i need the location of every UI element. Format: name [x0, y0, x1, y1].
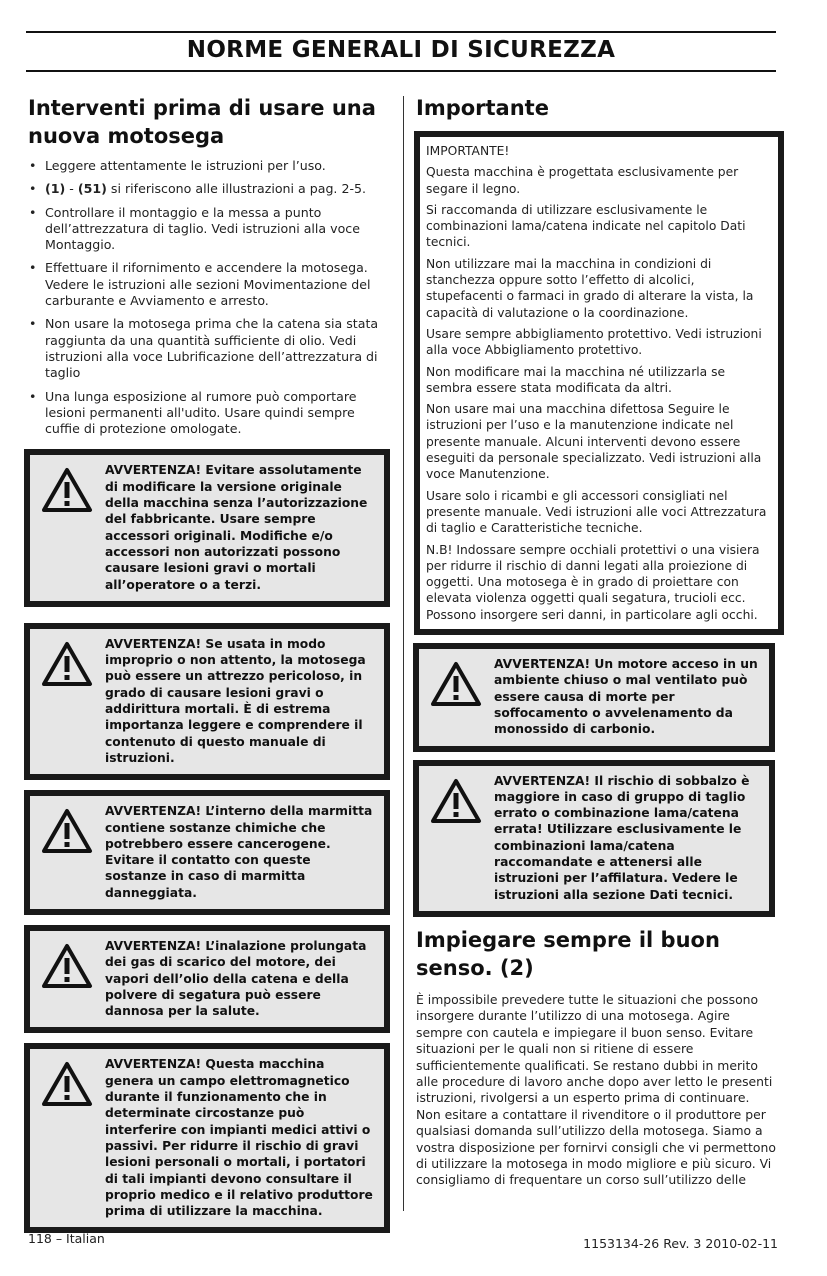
important-box — [414, 131, 784, 635]
page-number-label: 118 – Italian — [28, 1231, 105, 1246]
important-paragraph: N.B! Indossare sempre occhiali protettivi o una visiera per ridurre il rischio di danni legati alla proiezione di oggetti. Una motosega è in grado di proiettare con elevata violenza oggetti quali segatura, trucioli ecc. Possono insorgere seri danni, in particolare agli occhi. — [426, 542, 760, 622]
warning-triangle-icon — [430, 661, 482, 707]
warning-triangle-icon — [41, 641, 93, 687]
warning-box — [24, 449, 390, 606]
warning-box — [24, 623, 390, 780]
warning-box — [24, 1043, 390, 1233]
bullet-list — [28, 158, 388, 437]
warning-triangle-icon — [41, 808, 93, 854]
warning-text: AVVERTENZA! L’inalazione prolungata dei gas di scarico del motore, dei vapori dell’olio della catena e della polvere di segatura può essere dannosa per la salute. — [105, 938, 367, 1019]
warning-box — [24, 790, 390, 915]
warning-text: AVVERTENZA! L’interno della marmitta contiene sostanze chimiche che potrebbero essere cancerogene. Evitare il contatto con queste sostanze in caso di marmitta danneggiata. — [105, 804, 373, 900]
warning-box — [24, 925, 390, 1033]
important-paragraph: Questa macchina è progettata esclusivamente per segare il legno. — [426, 165, 739, 196]
important-paragraph: Si raccomanda di utilizzare esclusivamente le combinazioni lama/catena indicate nel capitolo Dati tecnici. — [426, 202, 746, 250]
page-title: NORME GENERALI DI SICUREZZA — [186, 37, 616, 63]
section-heading-important: Importante — [416, 96, 549, 120]
common-sense-paragraph: È impossibile prevedere tutte le situazioni che possono insorgere durante l’utilizzo di una motosega. Agire sempre con cautela e impiegare il buon senso. Evitare situazioni per le quali non si ritiene di essere sufficientemente qualificati. Se restano dubbi in merito alle procedure di lavoro anche dopo aver letto le presenti istruzioni, rivolgersi a un esperto prima di continuare. Non esitare a contattare il rivenditore o il produttore per qualsiasi domanda sull’utilizzo della motosega. Siamo a vostra disposizione per fornirvi consigli che vi permettono di utilizzare la motosega in modo migliore e più sicuro. Vi consigliamo di frequentare un corso sull’utilizzo delle — [416, 991, 776, 1188]
left-column — [28, 94, 388, 1233]
section-heading-common-sense: Impiegare sempre il buon senso. (2) — [416, 927, 720, 980]
warning-triangle-icon — [41, 1061, 93, 1107]
warning-triangle-icon — [430, 778, 482, 824]
warning-text: AVVERTENZA! Se usata in modo improprio o non attento, la motosega può essere un attrezzo pericoloso, in grado di causare lesioni gravi o addirittura mortali. È di estrema importanza leggere e comprendere il contenuto di questo manuale di istruzioni. — [105, 636, 366, 765]
important-paragraph: Non usare mai una macchina difettosa Seguire le istruzioni per l’uso e la manutenzione indicate nel presente manuale. Alcuni interventi devono essere eseguiti da personale specializzato. Vedi istruzioni alla voce Manutenzione. — [426, 402, 762, 482]
warning-text: AVVERTENZA! Questa macchina genera un campo elettromagnetico durante il funzionamento che in determinate circostanze può interferire con impianti medici attivi o passivi. Per ridurre il rischio di gravi lesioni personali o mortali, i portatori di tali impianti devono consultare il proprio medico e il relativo produttore prima di utilizzare la macchina. — [105, 1057, 373, 1219]
warning-triangle-icon — [41, 943, 93, 989]
warning-box — [413, 643, 775, 751]
figure-ref-end: (51) — [77, 181, 107, 197]
important-paragraph: Usare solo i ricambi e gli accessori consigliati nel presente manuale. Vedi istruzioni alle voci Attrezzatura di taglio e Caratteristiche tecniche. — [426, 488, 767, 536]
section-heading-before-use: Interventi prima di usare una nuova motosega — [28, 96, 376, 148]
figure-ref-start: (1) — [45, 181, 66, 197]
column-divider — [403, 96, 404, 1211]
top-rule — [26, 31, 776, 33]
right-column — [416, 94, 778, 1189]
warning-text: AVVERTENZA! Un motore acceso in un ambiente chiuso o mal ventilato può essere causa di morte per soffocamento o avvelenamento da monossido di carbonio. — [494, 657, 758, 737]
warning-box — [413, 760, 775, 917]
document-code: 1153134-26 Rev. 3 2010-02-11 — [583, 1236, 778, 1251]
list-item: • (1) - (51) si riferiscono alle illustrazioni a pag. 2-5. — [29, 181, 367, 197]
list-item: • Non usare la motosega prima che la catena sia stata raggiunta da una quantità sufficiente di olio. Vedi istruzioni alla voce Lubrificazione dell’attrezzatura di taglio — [29, 316, 379, 381]
warning-text: AVVERTENZA! Evitare assolutamente di modificare la versione originale della macchina senza l’autorizzazione del fabbricante. Usare sempre accessori originali. Modifiche e/o accessori non autorizzati possono causare lesioni gravi o mortali all’operatore o a terzi. — [105, 463, 368, 592]
important-paragraph: Non modificare mai la macchina né utilizzarla se sembra essere stata modificata da altri. — [426, 364, 726, 395]
list-item: • Leggere attentamente le istruzioni per l’uso. — [29, 158, 326, 173]
warning-text: AVVERTENZA! Il rischio di sobbalzo è maggiore in caso di gruppo di taglio errato o combinazione lama/catena errata! Utilizzare esclusivamente le combinazioni lama/catena raccomandate e attenersi alle istruzioni per l’affilatura. Vedere le istruzioni alla sezione Dati tecnici. — [494, 773, 750, 902]
important-label: IMPORTANTE! — [426, 144, 510, 158]
list-item: • Una lunga esposizione al rumore può comportare lesioni permanenti all'udito. Usare quindi sempre cuffie di protezione omologate. — [29, 388, 357, 437]
important-paragraph: Usare sempre abbigliamento protettivo. Vedi istruzioni alla voce Abbigliamento protettivo. — [426, 326, 762, 358]
list-item: • Controllare il montaggio e la messa a punto dell’attrezzatura di taglio. Vedi istruzioni alla voce Montaggio. — [29, 204, 360, 253]
list-item: • Effettuare il rifornimento e accendere la motosega. Vedere le istruzioni alle sezioni Movimentazione del carburante e Avviamento e arresto. — [29, 260, 371, 309]
important-paragraph: Non utilizzare mai la macchina in condizioni di stanchezza oppure sotto l’effetto di alcolici, stupefacenti o farmaci in grado di alterare la vista, la capacità di valutazione o la coordinazione. — [426, 256, 754, 320]
title-underline — [26, 70, 776, 72]
warning-triangle-icon — [41, 467, 93, 513]
